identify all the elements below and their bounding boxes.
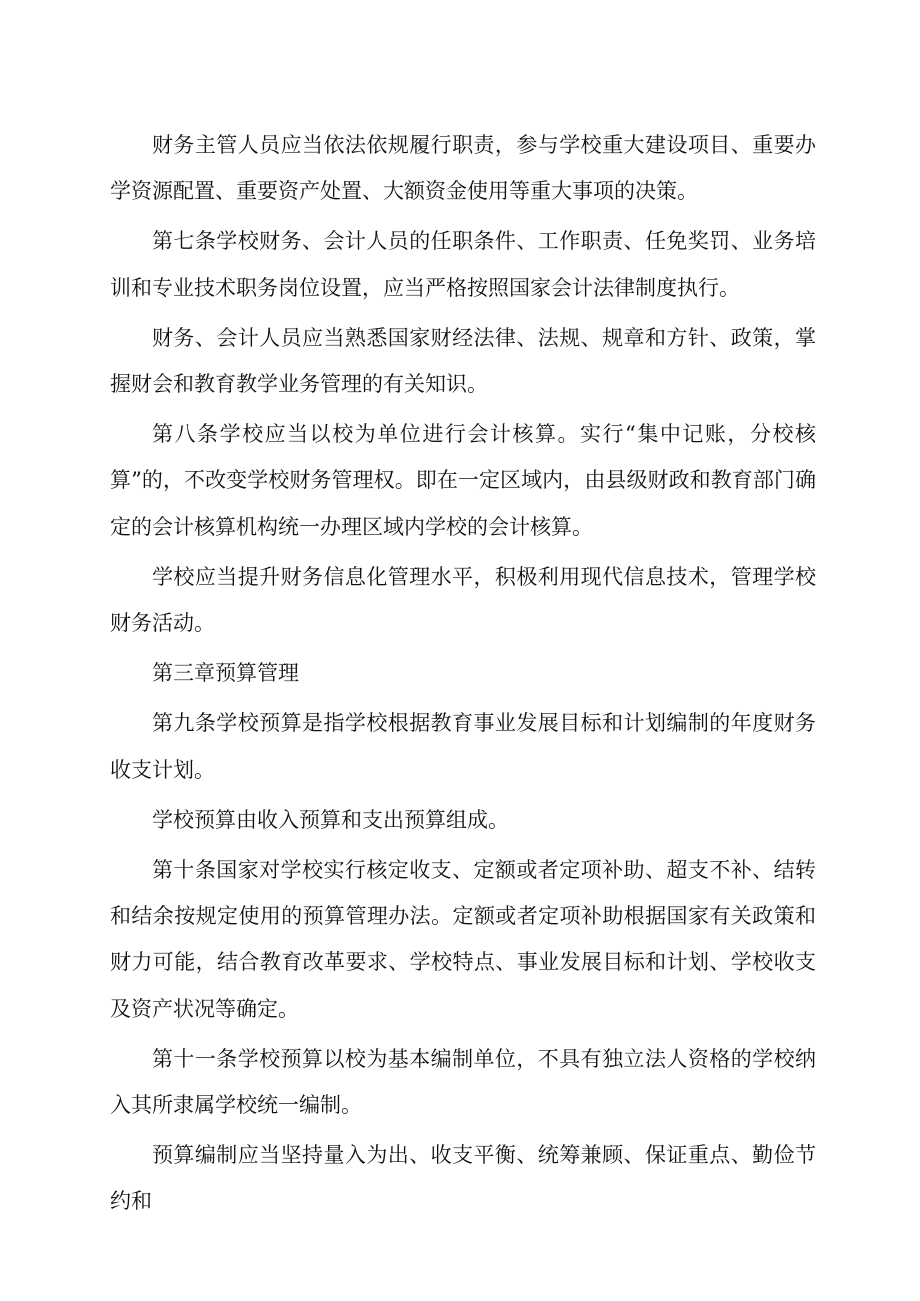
paragraph-budget-composition: 学校预算由收入预算和支出预算组成。 bbox=[152, 807, 509, 832]
chapter-heading-budget: 第三章预算管理 bbox=[152, 661, 299, 686]
paragraph-article-8: 第八条学校应当以校为单位进行会计核算。实行“集中记账，分校核算”的，不改变学校财务管理权。即在一定区域内，由县级财政和教育部门确定的会计核算机构统一办理区域内学校的会计核算。 bbox=[110, 422, 816, 539]
paragraph-article-7: 第七条学校财务、会计人员的任职条件、工作职责、任免奖罚、业务培训和专业技术职务岗位设置，应当严格按照国家会计法律制度执行。 bbox=[110, 229, 816, 300]
paragraph-budget-principles: 预算编制应当坚持量入为出、收支平衡、统筹兼顾、保证重点、勤俭节约和 bbox=[110, 1143, 816, 1214]
paragraph-article-9: 第九条学校预算是指学校根据教育事业发展目标和计划编制的年度财务收支计划。 bbox=[110, 711, 816, 782]
paragraph-article-11: 第十一条学校预算以校为基本编制单位，不具有独立法人资格的学校纳入其所隶属学校统一编制。 bbox=[110, 1046, 816, 1118]
paragraph-article-10: 第十条国家对学校实行核定收支、定额或者定项补助、超支不补、结转和结余按规定使用的预算管理办法。定额或者定项补助根据国家有关政策和财力可能，结合教育改革要求、学校特点、事业发展目标和计划、学校收支及资产状况等确定。 bbox=[110, 858, 816, 1021]
paragraph-finance-supervisor: 财务主管人员应当依法依规履行职责，参与学校重大建设项目、重要办学资源配置、重要资产处置、大额资金使用等重大事项的决策。 bbox=[110, 133, 816, 204]
paragraph-staff-knowledge: 财务、会计人员应当熟悉国家财经法律、法规、规章和方针、政策，掌握财会和教育教学业务管理的有关知识。 bbox=[110, 325, 816, 397]
document-body bbox=[110, 122, 816, 1229]
paragraph-informatization: 学校应当提升财务信息化管理水平，积极利用现代信息技术，管理学校财务活动。 bbox=[110, 564, 816, 636]
